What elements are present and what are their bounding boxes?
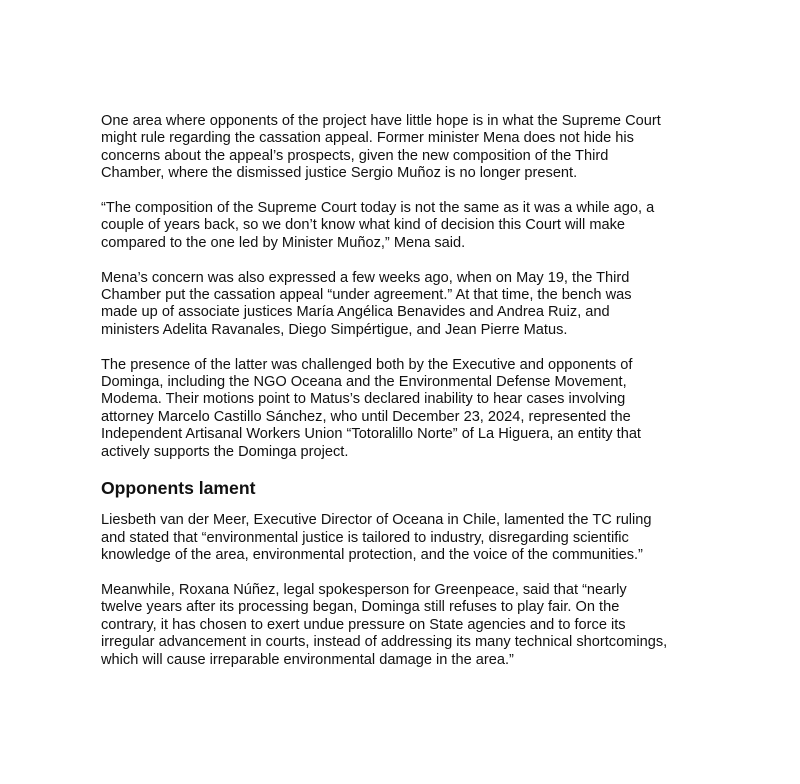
text-line: contrary, it has chosen to exert undue pressure on State agencies and to force its — [101, 616, 626, 633]
text-line: which will cause irreparable environmental damage in the area.” — [101, 651, 514, 668]
text-line: Independent Artisanal Workers Union “Totoralillo Norte” of La Higuera, an entity that — [101, 426, 641, 443]
text-line: Chamber, where the dismissed justice Sergio Muñoz is no longer present. — [101, 165, 578, 182]
text-line: ministers Adelita Ravanales, Diego Simpértigue, and Jean Pierre Matus. — [101, 321, 568, 338]
text-line: actively supports the Dominga project. — [101, 443, 349, 460]
text-line: Dominga, including the NGO Oceana and the Environmental Defense Movement, — [101, 374, 627, 391]
text-line: concerns about the appeal’s prospects, given the new composition of the Third — [101, 147, 609, 164]
paragraph-mena-quote — [101, 200, 721, 252]
text-line: Meanwhile, Roxana Núñez, legal spokesperson for Greenpeace, said that “nearly — [101, 582, 627, 599]
paragraph-supreme-court-hope — [101, 113, 721, 183]
text-line: Chamber put the cassation appeal “under agreement.” At that time, the bench was — [101, 287, 632, 304]
text-line: might rule regarding the cassation appeal. Former minister Mena does not hide his — [101, 130, 634, 147]
text-line: made up of associate justices María Angélica Benavides and Andrea Ruiz, and — [101, 304, 610, 321]
paragraph-matus-challenge — [101, 357, 721, 461]
text-line: and stated that “environmental justice is tailored to industry, disregarding scientific — [101, 529, 629, 546]
text-line: One area where opponents of the project have little hope is in what the Supreme Court — [101, 113, 661, 129]
paragraph-third-chamber — [101, 270, 721, 340]
text-line: compared to the one led by Minister Muñoz,” Mena said. — [101, 234, 466, 251]
text-line: Liesbeth van der Meer, Executive Director of Oceana in Chile, lamented the TC ruling — [101, 512, 652, 529]
text-line: irregular advancement in courts, instead of addressing its many technical shortcomings, — [101, 634, 668, 651]
text-line: Modema. Their motions point to Matus’s declared inability to hear cases involving — [101, 391, 626, 408]
text-line: twelve years after its processing began, Dominga still refuses to play fair. On the — [101, 599, 620, 616]
paragraph-greenpeace — [101, 582, 721, 669]
article-body — [101, 113, 721, 687]
text-line: Mena’s concern was also expressed a few weeks ago, when on May 19, the Third — [101, 269, 630, 286]
text-line: knowledge of the area, environmental protection, and the voice of the communities.” — [101, 547, 643, 564]
section-heading: Opponents lament — [101, 478, 256, 499]
text-line: “The composition of the Supreme Court today is not the same as it was a while ago, a — [101, 200, 655, 217]
text-line: attorney Marcelo Castillo Sánchez, who until December 23, 2024, represented the — [101, 408, 631, 425]
text-line: The presence of the latter was challenged both by the Executive and opponents of — [101, 356, 633, 373]
paragraph-oceana — [101, 512, 721, 564]
text-line: couple of years back, so we don’t know what kind of decision this Court will make — [101, 217, 626, 234]
